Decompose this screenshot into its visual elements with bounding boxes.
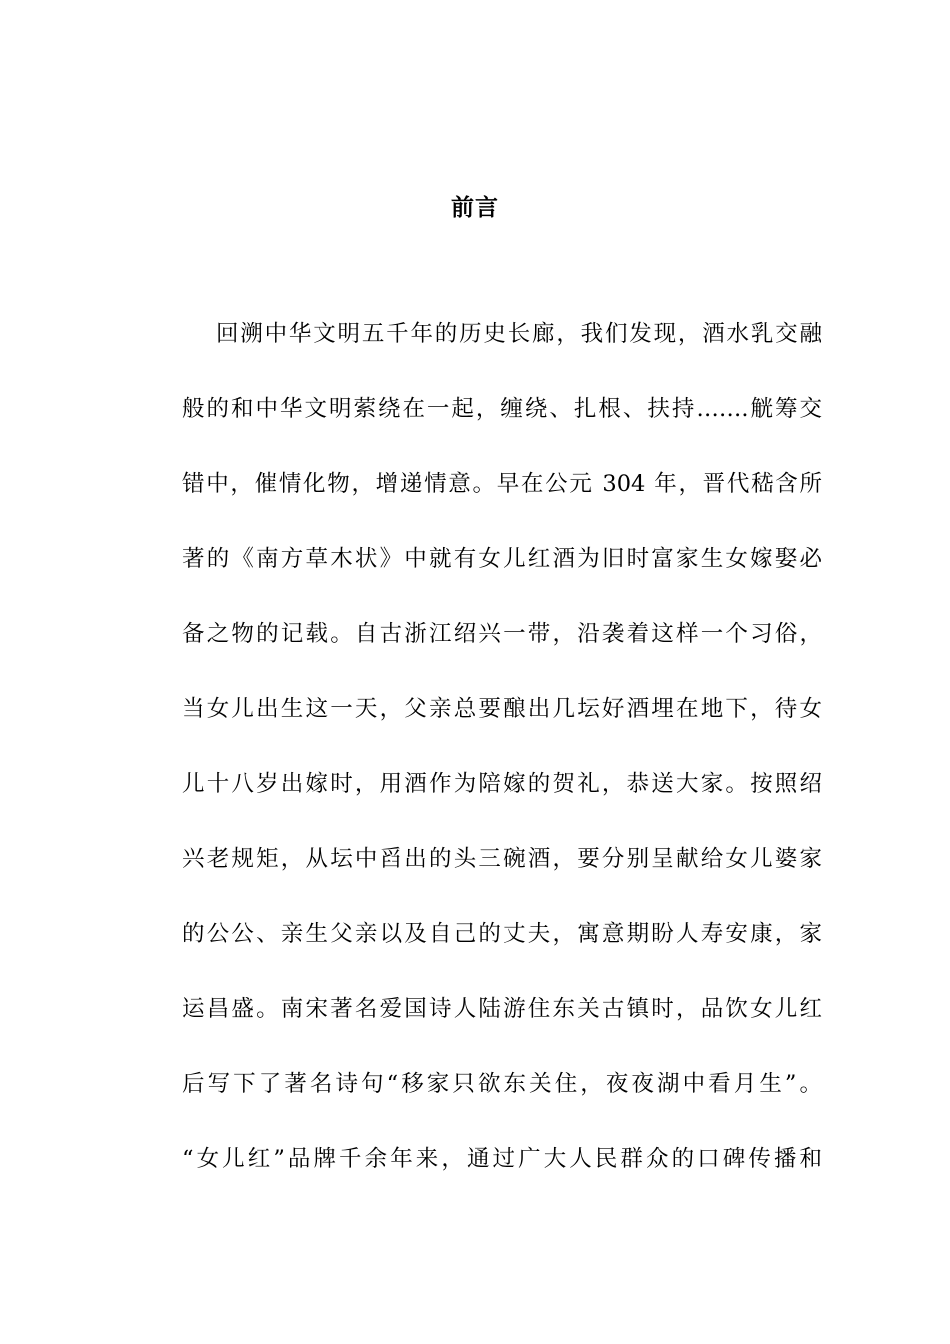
preface-paragraph [182, 316, 822, 1216]
paragraph-line: 儿十八岁出嫁时，用酒作为陪嫁的贺礼，恭送大家。按照绍 [182, 771, 822, 797]
paragraph-line: 的公公、亲生父亲以及自己的丈夫，寓意期盼人寿安康，家 [182, 921, 822, 947]
paragraph-line: 般的和中华文明萦绕在一起，缠绕、扎根、扶持…….觥筹交 [182, 396, 822, 422]
paragraph-line: 回溯中华文明五千年的历史长廊，我们发现，酒水乳交融 [216, 321, 822, 347]
paragraph-line: 后写下了著名诗句“移家只欲东关住，夜夜湖中看月生”。 [182, 1071, 822, 1097]
paragraph-line: 著的《南方草木状》中就有女儿红酒为旧时富家生女嫁娶必 [182, 546, 822, 572]
paragraph-line: 运昌盛。南宋著名爱国诗人陆游住东关古镇时，品饮女儿红 [182, 996, 822, 1022]
paragraph-line: 备之物的记载。自古浙江绍兴一带，沿袭着这样一个习俗， [182, 621, 822, 647]
paragraph-line: 兴老规矩，从坛中舀出的头三碗酒，要分别呈献给女儿婆家 [182, 846, 822, 872]
paragraph-line: 错中，催情化物，增递情意。早在公元 304 年，晋代嵇含所 [182, 471, 822, 497]
paragraph-line: 当女儿出生这一天，父亲总要酿出几坛好酒埋在地下，待女 [182, 696, 822, 722]
paragraph-line: “女儿红”品牌千余年来，通过广大人民群众的口碑传播和 [182, 1146, 822, 1172]
page-title: 前言 [451, 194, 499, 221]
